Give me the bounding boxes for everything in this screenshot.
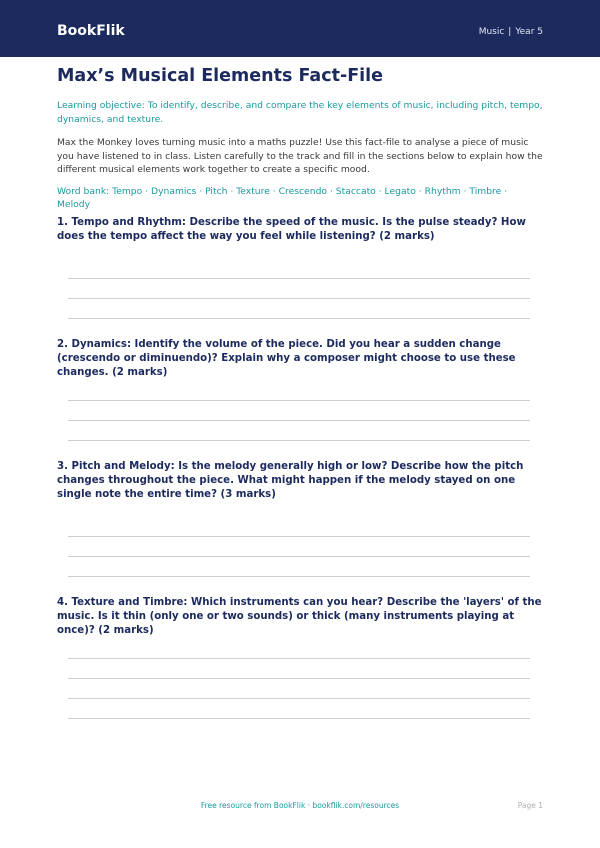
answer-line[interactable] [68, 658, 530, 659]
answer-line[interactable] [68, 440, 530, 441]
learning-objective: Learning objective: To identify, describe, and compare the key elements of music, including pitch, tempo, dynamics, and texture. [57, 100, 543, 125]
question-2: 2. Dynamics: Identify the volume of the piece. Did you hear a sudden change (crescendo or diminuendo)? Explain why a composer might choose to use these changes. (2 marks) [57, 339, 516, 378]
question-3: 3. Pitch and Melody: Is the melody generally high or low? Describe how the pitch changes throughout the piece. What might happen if the melody stayed on one single note the entire time? (3 marks) [57, 461, 524, 500]
brand-logo: BookFlik [57, 23, 125, 39]
subject-label: Music [478, 27, 505, 37]
question-4: 4. Texture and Timbre: Which instruments can you hear? Describe the 'layers' of the music. Is it thin (only one or two sounds) or thick (many instruments playing at once)? (2 marks) [57, 597, 542, 636]
answer-line[interactable] [68, 298, 530, 299]
page-header [0, 0, 600, 57]
answer-line[interactable] [68, 678, 530, 679]
answer-line[interactable] [68, 536, 530, 537]
answer-line[interactable] [68, 698, 530, 699]
answer-line[interactable] [68, 278, 530, 279]
footer-credit: Free resource from BookFlik · bookflik.com/resources [200, 801, 400, 810]
page-title: Max’s Musical Elements Fact-File [57, 66, 384, 86]
question-1: 1. Tempo and Rhythm: Describe the speed of the music. Is the pulse steady? How does the tempo affect the way you feel while listening? (2 marks) [57, 217, 526, 242]
answer-line[interactable] [68, 556, 530, 557]
subject-year-label [479, 26, 543, 38]
word-bank: Word bank: Tempo · Dynamics · Pitch · Texture · Crescendo · Staccato · Legato · Rhythm · Timbre · Melody [57, 186, 508, 210]
intro-paragraph: Max the Monkey loves turning music into a maths puzzle! Use this fact-file to analyse a piece of music you have listened to in class. Listen carefully to the track and fill in the sections below to explain how the different musical elements work together to create a specific mood. [57, 137, 543, 175]
answer-line[interactable] [68, 400, 530, 401]
page-number: Page 1 [517, 801, 543, 810]
answer-line[interactable] [68, 576, 530, 577]
year-label: Year 5 [515, 27, 543, 37]
answer-line[interactable] [68, 318, 530, 319]
header-separator: | [508, 27, 512, 37]
answer-line[interactable] [68, 718, 530, 719]
answer-line[interactable] [68, 420, 530, 421]
